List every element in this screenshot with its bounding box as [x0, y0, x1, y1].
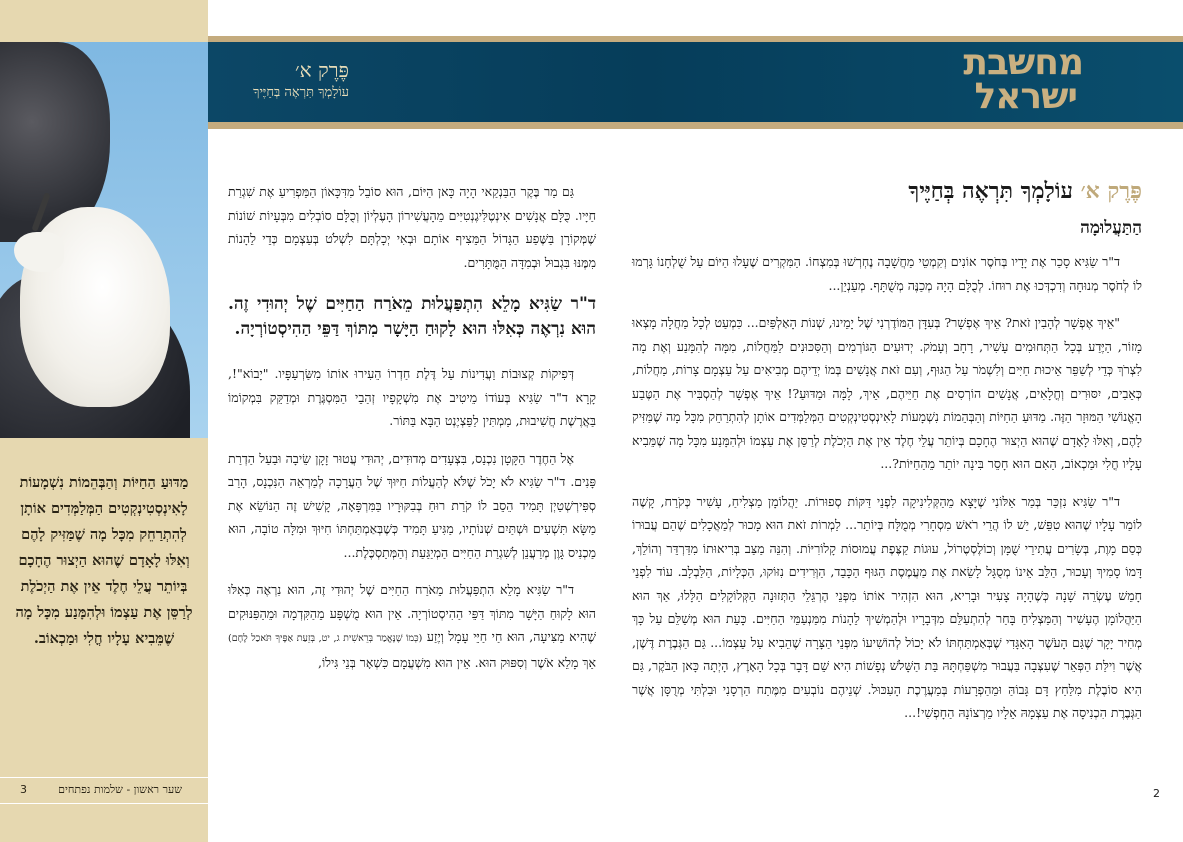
section-heading: הַתַּעֲלוּמָה	[1080, 218, 1142, 238]
paragraph: דְּפִיקוֹת קְצוּבוֹת וַעֲדִינוֹת עַל דֶּלֶת חַדְרוֹ הֵעִירוּ אוֹתוֹ מִשַּׂרְעַפָּיו. "יָבוֹא"!, קָרָא ד"ר שַׂגִּיא בְּעוֹדוֹ מֵיטִיב אֶת מִשְׁקָפָיו זְהַבֵי הַמִּסְגֶּרֶת וּמְדַקֵּק בִּמְקוֹמוֹ בַּאֲרֶשֶׁת חֲשִׁיבוּת, מַמְתִּין לַפַּצְיֶנְט הַבָּא בַּתּוֹר.	[228, 366, 596, 428]
left-page-footer	[0, 777, 208, 804]
paragraph-text: אַךְ מָלֵא אֹשֶׁר וְסִפּוּק הוּא. אֵין הוּא מִשְׁעֲמָם כִּשְׁאָר בְּנֵי גִּילוֹ,	[317, 654, 596, 670]
logo	[963, 42, 1083, 117]
sidebar-panel	[0, 0, 208, 842]
goat-head	[14, 232, 64, 272]
page-number-right: 2	[1153, 787, 1160, 800]
paragraph-text: ד"ר שַׂגִּיא מָלֵא הִתְפַּעֲלוּת מֵאֹרַח הַחַיִּים שֶׁל יְהוּדִי זֶה, הוּא נִרְאֶה כְּאִלּוּ הוּא לָקוּחַ הַיָּשָׁר מִתּוֹךְ דַּפֵּי הַהִיסְטוֹרְיָה. אֵין הוּא מֻשְׁפָּע מֵהַקִּדְמָה וּמֵהַפִּנּוּקִים שֶׁהִיא מַצִּיעָה, הוּא חַי חַיֵּי עָמָל וְיֶזַע	[228, 582, 596, 644]
page-number-left: 3	[20, 783, 27, 796]
left-page-column	[228, 180, 596, 688]
chapter-label: פֶּרֶק א׳	[295, 58, 349, 82]
logo-line1: מחשבת	[963, 42, 1083, 83]
paragraph	[228, 578, 596, 674]
page-title-main: עוֹלָמְךָ תִּרְאֶה בְּחַיֶּיךָ	[908, 178, 1073, 204]
pull-quote: ד"ר שַׂגִּיא מָלֵא הִתְפַּעֲלוּת מֵאֹרַח הַחַיִּים שֶׁל יְהוּדִי זֶה. הוּא נִרְאֶה כְּאִלּוּ הוּא לָקוּחַ הַיָּשָׁר מִתּוֹךְ דַּפֵּי הַהִיסְטוֹרְיָה.	[228, 294, 596, 339]
paragraph: "אֵיךְ אֶפְשָׁר לְהָבִין זֹאת? אֵיךְ אֶפְשָׁר? בְּעִדָּן הַמּוֹדֶרְנִי שֶׁל יָמֵינוּ, שְׁנוֹת הָאַלְפַּיִם... כִּמְעַט לְכָל מַחֲלָה מָצְאוּ מָזוֹר, הַיֶּדַע בְּכָל הַתְּחוּמִים עָשִׁיר, רָחָב וְעָמֹק. יְדוּעִים הַגּוֹרְמִים וְהַסִּכּוּנִים לַמַּחֲלוֹת, מִמָּה לְהִמָּנַע וְאֶת מָה לִצְרֹךְ כְּדֵי לְשַׁפֵּר אֵיכוּת חַיִּים וְלִשְׁמֹר עַל הַגּוּף, וְעִם זֹאת אֲנָשִׁים בְּמוֹ יְדֵיהֶם מְבִיאִים עַל עַצְמָם צָרוֹת, מַחֲלוֹת, כְּאֵבִים, יִסּוּרִים וְחֳלָאִים, אֲנָשִׁים הוֹרְסִים אֶת חַיֵּיהֶם, אֵיךְ, לָמָּה וּמַדּוּעַ?! אֵיךְ אֶפְשָׁר לְהַסְבִּיר אֶת הַטֶּבַע הָאֱנוֹשִׁי הַמּוּזָר הַזֶּה. מַדּוּעַ הַחַיּוֹת וְהַבְּהֵמוֹת נִשְׁמָעוֹת לָאִינְסְטִינְקְטִים הַמְּלַמְּדִים אוֹתָן לְהִתְרַחֵק מִכָּל מָה שֶׁמַּזִּיק לָהֶם, וְאִלּוּ לָאָדָם שֶׁהוּא הַיְצוּר הֶחָכָם בְּיוֹתֵר עֲלֵי חֶלֶד אֵין אֶת הַיְכֹלֶת לְרַסֵּן אֶת עַצְמוֹ וּלְהִמָּנַע מִכָּל מָה שֶׁמֵּבִיא עָלָיו חֳלִי וּמַכְאוֹב, הַאִם הוּא חָסֵר בִּינָה יוֹתֵר מֵהַחַיּוֹת?...	[632, 315, 1142, 471]
chapter-subtitle: עוֹלָמְךָ תִּרְאֶה בְּחַיֶּיךָ	[253, 85, 349, 100]
header-band-inner	[208, 42, 1183, 122]
paragraph: ד"ר שַׂגִּיא נִזְכַּר בְּמַר אַלּוֹנִי שֶׁיָּצָא מֵהַקְּלִינִיקָה לִפְנֵי דַּקּוֹת סְפוּרוֹת. יַהֲלוֹמָן מַצְלִיחַ, עָשִׁיר כְּקֹרַח, קָשֶׁה לוֹמַר עָלָיו שֶׁהוּא טִפֵּשׁ, יֵשׁ לוֹ הֲרֵי רֹאשׁ מִסְחָרִי מְמֻלָּח בְּיוֹתֵר... לַמְרוֹת זֹאת הוּא מָכוּר לְמַאֲכָלִים שֶׁהֵם עֲבוּרוֹ כְּסַם מָוֶת, בְּשָׂרִים עֲתִירֵי שֻׁמָּן וְכוֹלֶסְטֶרוֹל, עוּגוֹת קַצֶּפֶת עֲמוּסוֹת קָלוֹרִיּוֹת. וְהִנֵּה מַצַּב בְּרִיאוּתוֹ מִדַּרְדֵּר וְהוֹלֵךְ, דָּמוֹ סָמִיךְ וְעָכוּר, הַלֵּב אֵינוֹ מְסֻגָּל לָשֵׂאת אֶת מַעֲמֶסֶת הַגּוּף הַכָּבֵד, הַוְּרִידִים נִזּוֹקוּ, הַכְּלָיוֹת, הַלַּבְלָב. עוֹד לִפְנֵי חָמֵשׁ עֶשְׂרֵה שָׁנָה כְּשֶׁהָיָה צָעִיר וּבָרִיא, הוּא הִזְהִיר אוֹתוֹ מִפְּנֵי הֶרְגֵּלֵי הַתְּזוּנָה הַקְּלוֹקָלִים הַלָּלוּ, אַךְ הוּא הַיַּהֲלוֹמָן הֶעָשִׁיר וְהַמַּצְלִיחַ בָּחַר לְהִתְעַלֵּם מִדְּבָרָיו וּלְהַמְשִׁיךְ לֵהָנוֹת מִמַּנְעַמֵּי הַחַיִּים. כָּעֵת הוּא מְשַׁלֵּם עַל כָּךְ מְחִיר יָקָר שֶׁגַּם הָעֹשֶׁר הָאַגָּדִי שֶׁבְּאַמְתַּחְתּוֹ לֹא יָכוֹל לְהוֹשִׁיעוֹ מִפְּנֵי הַצָּרָה שֶׁהֵבִיא עַל עַצְמוֹ... גַּם הַגְּבֶרֶת דֶּשֶׁן, אֲשֶׁר וִילַּת הַפְּאֵר שֶׁעִצְּבָה בַּעֲבוּר מִשְׁפַּחְתָּהּ בַּת הַשָּׁלֹשׁ נְפָשׁוֹת הִיא שֵׁם דָּבָר בְּכָל הָאָרֶץ, הָיְתָה כָּאן הַבֹּקֶר, גַּם הִיא סוֹבֶלֶת מִלַּחַץ דָּם גָּבוֹהַּ וּמֵהַפְרָעוֹת בְּמַעֲרֶכֶת הָעִכּוּל. שְׁנֵיהֶם נוֹבְעִים מִמֶּתַח הַרְסָנִי וּבִלְתִּי מְרֻסָּן אֲשֶׁר הַגְּבֶרֶת הִכְנִיסָה אֶת עַצְמָהּ אֵלָיו מֵרְצוֹנָהּ הַחָפְשִׁי!...	[632, 493, 1142, 720]
paragraph: ד"ר שַׂגִּיא סָכַר אֶת יָדָיו בְּחֹסֶר אוֹנִים וְקִמְטֵי מַחֲשָׁבָה נֶחְרְשׁוּ בְּמִצְחוֹ. הַמִּקְרִים שֶׁעָלוּ הַיּוֹם עַל שֻׁלְחָנוֹ גָּרְמוּ לוֹ לְחֹסֶר מְנוּחָה וְדִכְדְּכוּ אֶת רוּחוֹ. לְכֻלָּם הָיָה מְכַנֶּה מְשֻׁתָּף. מְעַנְיֵן...	[632, 254, 1142, 293]
sidebar-quote: מַדּוּעַ הַחַיּוֹת וְהַבְּהֵמוֹת נִשְׁמָעוֹת לָאִינְסְטִינְקְטִים הַמְּלַמְּדִים אוֹתָן לְהִתְרַחֵק מִכָּל מָה שֶׁמַּזִּיק לָהֶם וְאִלּוּ לָאָדָם שֶׁהוּא הַיְצוּר הֶחָכָם בְּיוֹתֵר עֲלֵי חֶלֶד אֵין אֶת הַיְכֹלֶת לְרַסֵּן אֶת עַצְמוֹ וּלְהִמָּנַע מִכָּל מָה שֶׁמֵּבִיא עָלָיו חֳלִי וּמַכְאוֹב.	[15, 474, 193, 647]
mountain-goat-photo	[0, 42, 208, 438]
footer-book-title: שער ראשון - שלמות נפתחים	[58, 783, 182, 796]
page-title	[632, 176, 1142, 206]
logo-line2: ישראל	[974, 76, 1077, 117]
paragraph: גַּם מַר בֶּקֶר הַבַּנְקַאי הָיָה כָּאן הַיּוֹם, הוּא סוֹבֵל מִדִּכָּאוֹן הַמַּפְרִיעַ אֶת שִׁגְרַת חַיָּיו. כֻּלָּם אֲנָשִׁים אִינְטֶלִּיגֶנְטִיִּים מֵהָעֲשִׁירוֹן הָעֶלְיוֹן וְכֻלָּם סוֹבְלִים מִבְּעָיוֹת שׁוֹנוֹת שֶׁמְּקוֹרָן בַּשֶּׁפַע הַגָּדוֹל הַמֵּצִיף אוֹתָם וּבְאִי יְכָלְתָּם לִשְׁלֹט בְּעַצְמָם כְּדֵי לֵהָנוֹת מִמֶּנּוּ בִּגְבוּל וּבְמִדָּה הַמֻּתָּרִים.	[228, 184, 596, 270]
header-band	[208, 36, 1183, 129]
page-title-chapter: פֶּרֶק א׳	[1080, 178, 1142, 204]
right-page-column	[632, 176, 1142, 739]
paragraph: אֶל הַחֶדֶר הַקָּטָן נִכְנַס, בִּצְעָדִים מְדוּדִים, יְהוּדִי עֲטוּר זָקָן שֵׂיבָה וּבַעַל הַדְרַת פָּנִים. ד"ר שַׂגִּיא לֹא יָכֹל שֶׁלֹּא לְהַעֲלוֹת חִיּוּךְ שֶׁל הַעֲרָכָה לְמַרְאֵה הַנִּכְנָס, הָרַב סְפִּירְשְׁטַיְן תָּמִיד הֵסֵב לוֹ קֹרַת רוּחַ בְּבִקּוּרָיו בַּמִּרְפָּאָה, קָשִׁישׁ זֶה הַנּוֹשֵׂא אֶת מַשָּׂא תִּשְׁעִים וּשְׁתַּיִם שְׁנוֹתָיו, מַגִּיעַ תָּמִיד כְּשֶׁבְּאַמְתַּחְתּוֹ חִיּוּךְ וּמִלָּה טוֹבָה, הוּא מַכְנִיס גָּוֶן מְרַעֲנֵן לְשִׁגְרַת הַחַיִּים הַמְיַגַּעַת וְהַמְּתַסְכֶּלֶת...	[228, 450, 596, 560]
citation-note: (כְּמוֹ שֶׁנֶּאֱמַר בְּרֵאשִׁית ג, יט, בְּזֵעַת אַפֶּיךָ תֹּאכַל לֶחֶם)	[228, 633, 423, 644]
